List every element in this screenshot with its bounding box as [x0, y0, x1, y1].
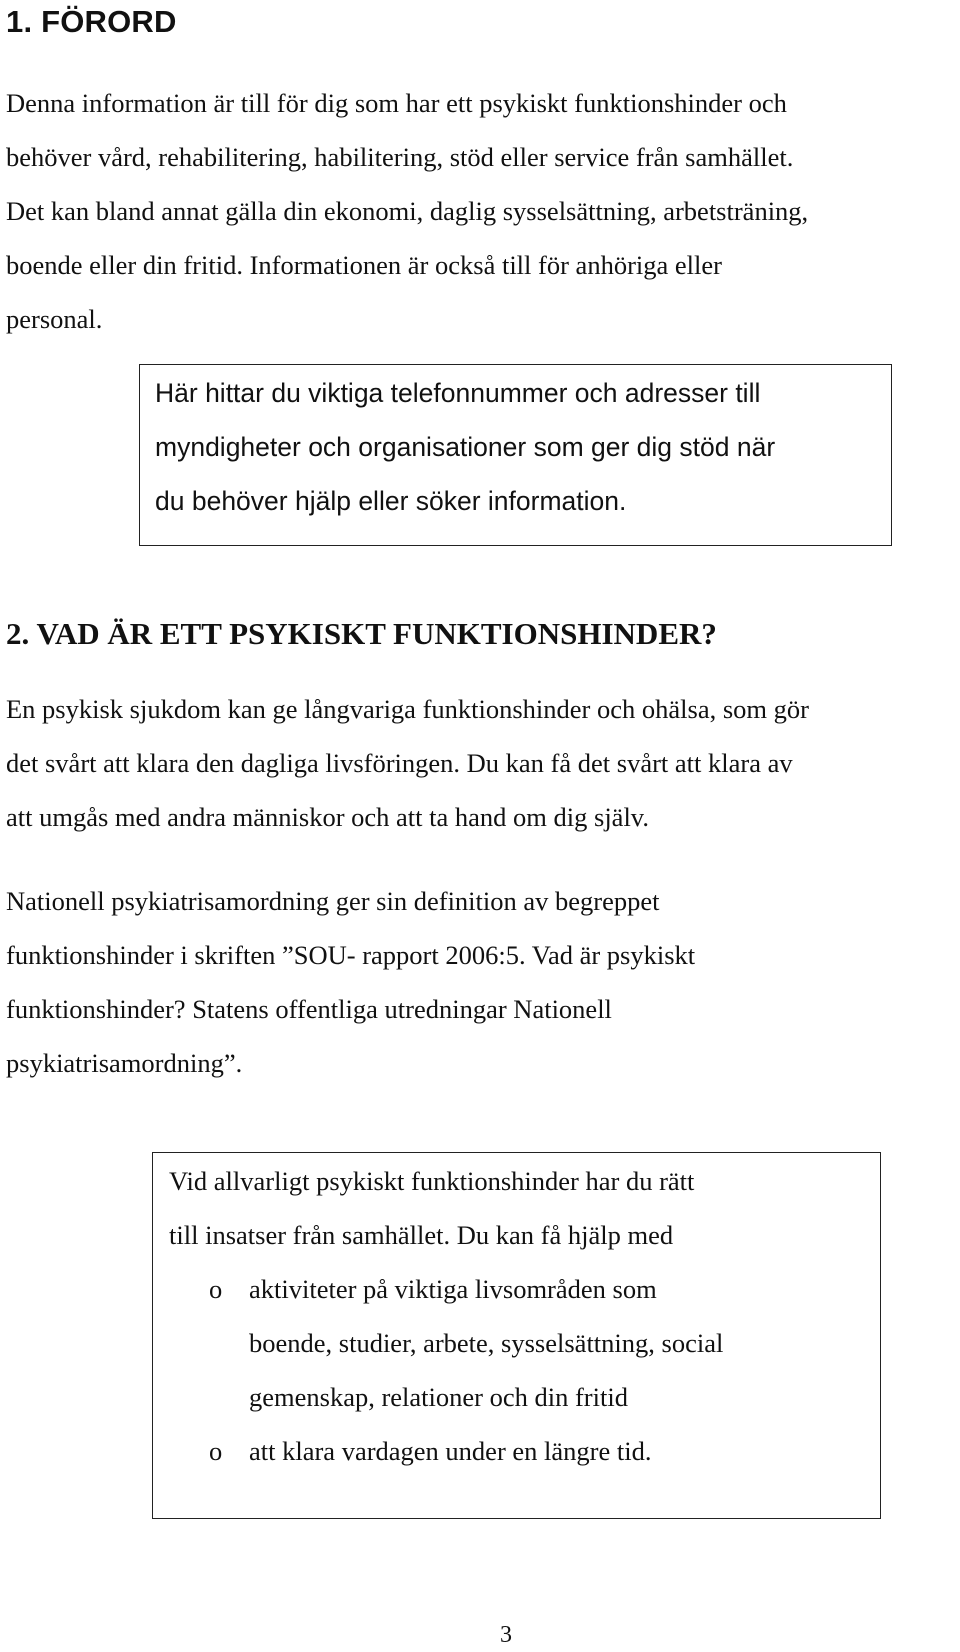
- paragraph-line: funktionshinder i skriften ”SOU- rapport 2006:5. Vad är psykiskt: [6, 940, 696, 970]
- bullet-item: [169, 1424, 723, 1478]
- bullet-marker: o: [209, 1274, 223, 1304]
- bullet-line: boende, studier, arbete, sysselsättning, social: [249, 1328, 724, 1358]
- paragraph-line: En psykisk sjukdom kan ge långvariga funktionshinder och ohälsa, som gör: [6, 694, 809, 724]
- definition-paragraph: [6, 682, 809, 844]
- paragraph-line: att umgås med andra människor och att ta hand om dig själv.: [6, 802, 649, 832]
- box-line: Här hittar du viktiga telefonnummer och adresser till: [155, 378, 761, 408]
- box-line: till insatser från samhället. Du kan få hjälp med: [169, 1220, 674, 1250]
- box-line: Vid allvarligt psykiskt funktionshinder har du rätt: [169, 1166, 695, 1196]
- rights-box-text: [169, 1154, 723, 1478]
- paragraph-line: personal.: [6, 304, 103, 334]
- section-heading-foreword: 1. FÖRORD: [6, 4, 177, 39]
- bullet-line: att klara vardagen under en längre tid.: [249, 1436, 652, 1466]
- paragraph-line: det svårt att klara den dagliga livsföringen. Du kan få det svårt att klara av: [6, 748, 793, 778]
- bullet-line: gemenskap, relationer och din fritid: [249, 1382, 628, 1412]
- paragraph-line: Det kan bland annat gälla din ekonomi, daglig sysselsättning, arbetsträning,: [6, 196, 809, 226]
- box-line: du behöver hjälp eller söker information.: [155, 486, 627, 516]
- paragraph-line: funktionshinder? Statens offentliga utredningar Nationell: [6, 994, 612, 1024]
- box-line: myndigheter och organisationer som ger dig stöd när: [155, 432, 776, 462]
- foreword-paragraph: [6, 76, 956, 346]
- bullet-line: aktiviteter på viktiga livsområden som: [249, 1274, 657, 1304]
- info-box-text: [155, 366, 775, 528]
- reference-paragraph: [6, 874, 695, 1090]
- paragraph-line: behöver vård, rehabilitering, habilitering, stöd eller service från samhället.: [6, 142, 794, 172]
- paragraph-line: Nationell psykiatrisamordning ger sin definition av begreppet: [6, 886, 660, 916]
- bullet-marker: o: [209, 1436, 223, 1466]
- section-heading-definition: 2. VAD ÄR ETT PSYKISKT FUNKTIONSHINDER?: [6, 616, 717, 651]
- page-number: 3: [500, 1622, 512, 1648]
- paragraph-line: boende eller din fritid. Informationen är också till för anhöriga eller: [6, 250, 722, 280]
- paragraph-line: Denna information är till för dig som har ett psykiskt funktionshinder och: [6, 88, 787, 118]
- paragraph-line: psykiatrisamordning”.: [6, 1048, 243, 1078]
- bullet-item: [169, 1262, 723, 1424]
